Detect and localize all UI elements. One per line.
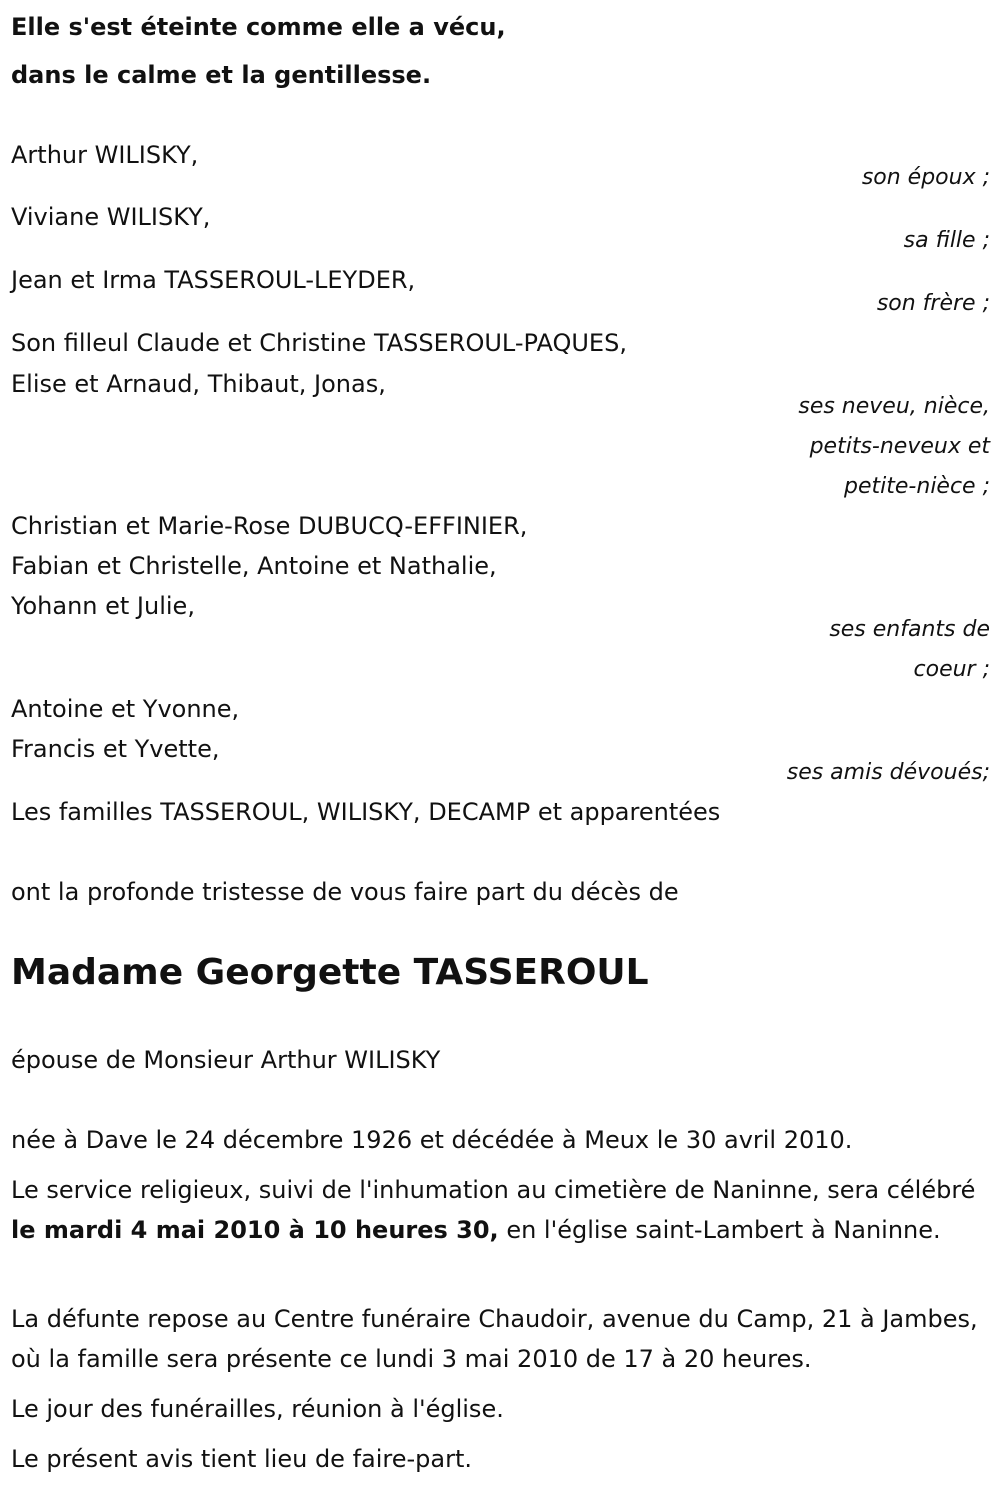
- nephews-relation-line-2: petits-neveux et: [809, 434, 990, 459]
- daughter-name: Viviane WILISKY,: [11, 203, 211, 231]
- birth-death: née à Dave le 24 décembre 1926 et décédée à Meux le 30 avril 2010.: [11, 1126, 853, 1154]
- heart-children-relation-line-1: ses enfants de: [829, 617, 990, 642]
- friends-name-line-2: Francis et Yvette,: [11, 735, 220, 763]
- nephews-relation-line-3: petite-nièce ;: [844, 474, 990, 499]
- intro-line-1: Elle s'est éteinte comme elle a vécu,: [11, 13, 506, 41]
- service-text-after: en l'église saint-Lambert à Naninne.: [498, 1216, 941, 1244]
- brother-relation: son frère ;: [876, 291, 990, 316]
- families-line: Les familles TASSEROUL, WILISKY, DECAMP et apparentées: [11, 798, 721, 826]
- service-text-before: Le service religieux, suivi de l'inhumation au cimetière de Naninne, sera célébré: [11, 1176, 976, 1204]
- announcement: ont la profonde tristesse de vous faire part du décès de: [11, 878, 679, 906]
- service-paragraph: [11, 1170, 991, 1250]
- husband-name: Arthur WILISKY,: [11, 141, 199, 169]
- brother-name: Jean et Irma TASSEROUL-LEYDER,: [11, 266, 416, 294]
- heart-children-name-line-3: Yohann et Julie,: [11, 592, 195, 620]
- nephews-name-line-1: Son filleul Claude et Christine TASSEROUL-PAQUES,: [11, 329, 627, 357]
- heart-children-relation-line-2: coeur ;: [913, 657, 990, 682]
- intro-line-2: dans le calme et la gentillesse.: [11, 61, 432, 89]
- spouse-line: épouse de Monsieur Arthur WILISKY: [11, 1046, 441, 1074]
- friends-name-line-1: Antoine et Yvonne,: [11, 695, 240, 723]
- friends-relation: ses amis dévoués;: [786, 760, 990, 785]
- service-date-time: le mardi 4 mai 2010 à 10 heures 30,: [11, 1216, 499, 1244]
- meeting-line: Le jour des funérailles, réunion à l'église.: [11, 1395, 504, 1423]
- heart-children-name-line-2: Fabian et Christelle, Antoine et Nathalie,: [11, 552, 497, 580]
- nephews-relation-line-1: ses neveu, nièce,: [798, 394, 990, 419]
- daughter-relation: sa fille ;: [903, 228, 990, 253]
- husband-relation: son époux ;: [861, 165, 990, 190]
- repose-paragraph: La défunte repose au Centre funéraire Chaudoir, avenue du Camp, 21 à Jambes, où la famille sera présente ce lundi 3 mai 2010 de 17 à 20 heures.: [11, 1305, 978, 1373]
- heart-children-name-line-1: Christian et Marie-Rose DUBUCQ-EFFINIER,: [11, 512, 528, 540]
- nephews-name-line-2: Elise et Arnaud, Thibaut, Jonas,: [11, 370, 386, 398]
- notice-line: Le présent avis tient lieu de faire-part.: [11, 1445, 473, 1473]
- deceased-name: Madame Georgette TASSEROUL: [11, 952, 649, 993]
